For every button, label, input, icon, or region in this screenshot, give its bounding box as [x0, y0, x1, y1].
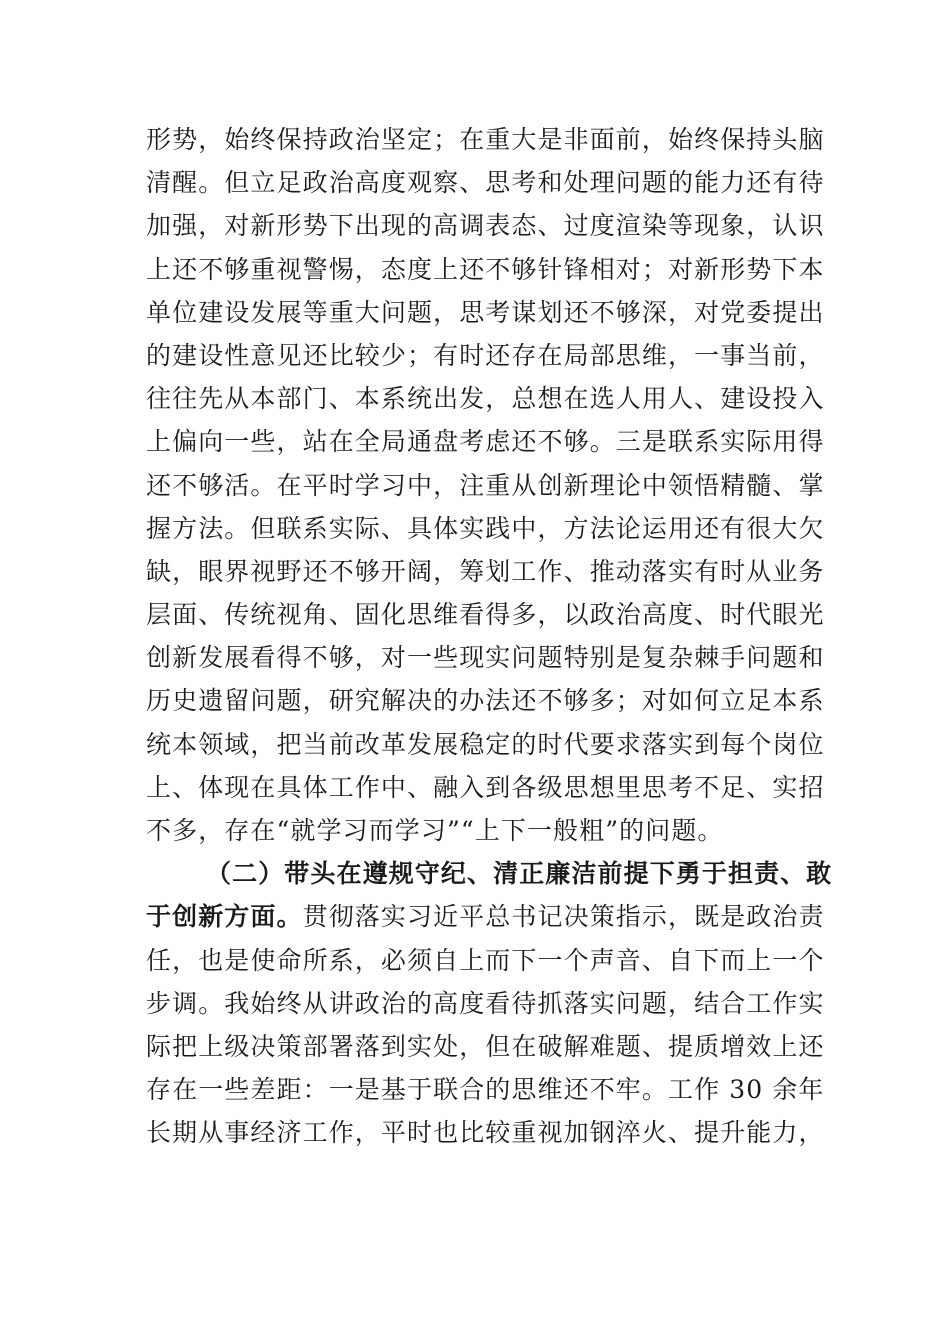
paragraph-line: 层面、传统视角、固化思维看得多，以政治高度、时代眼光 [146, 600, 825, 630]
section-line: 际把上级决策部署落到实处，但在破解难题、提质增效上还 [146, 1031, 825, 1061]
section-line: 任，也是使命所系，必须自上而下一个声音、自下而上一个 [146, 945, 825, 975]
section-heading-continuation [146, 895, 825, 938]
paragraph-line: 加强，对新形势下出现的高调表态、过度渲染等现象，认识 [146, 211, 825, 241]
paragraph-line: 统本领域，把当前改革发展稳定的时代要求落实到每个岗位 [146, 729, 825, 759]
paragraph-line: 创新发展看得不够，对一些现实问题特别是复杂棘手问题和 [146, 643, 825, 673]
paragraph-line: 上偏向一些，站在全局通盘考虑还不够。三是联系实际用得 [146, 427, 825, 457]
paragraph-line: 的建设性意见还比较少；有时还存在局部思维，一事当前， [146, 340, 825, 370]
section-line: 存在一些差距：一是基于联合的思维还不牢。工作 30 余年 [146, 1075, 825, 1105]
paragraph-line: 上、体现在具体工作中、融入到各级思想里思考不足、实招 [146, 772, 825, 802]
paragraph-line: 缺，眼界视野还不够开阔，筹划工作、推动落实有时从业务 [146, 556, 825, 586]
section-line: 步调。我始终从讲政治的高度看待抓落实问题，结合工作实 [146, 988, 825, 1018]
paragraph-line: 单位建设发展等重大问题，思考谋划还不够深，对党委提出 [146, 297, 825, 327]
body-text [146, 118, 833, 1155]
section-line: 长期从事经济工作，平时也比较重视加钢淬火、提升能力， [146, 1118, 825, 1148]
paragraph-line: 不多，存在“就学习而学习”“上下一般粗”的问题。 [146, 816, 724, 845]
section-heading-end: 于创新方面。 [146, 902, 303, 932]
paragraph-line: 上还不够重视警惕，态度上还不够针锋相对；对新形势下本 [146, 254, 825, 284]
paragraph-line: 清醒。但立足政治高度观察、思考和处理问题的能力还有待 [146, 168, 825, 198]
paragraph-line: 还不够活。在平时学习中，注重从创新理论中领悟精髓、掌 [146, 470, 825, 500]
section-heading: （二）带头在遵规守纪、清正廉洁前提下勇于担责、敢 [206, 859, 833, 889]
paragraph-line: 往往先从本部门、本系统出发，总想在选人用人、建设投入 [146, 384, 825, 414]
section-body-start: 贯彻落实习近平总书记决策指示，既是政治责 [302, 902, 825, 932]
paragraph-line: 历史遗留问题，研究解决的办法还不够多；对如何立足本系 [146, 686, 825, 716]
paragraph-line: 形势，始终保持政治坚定；在重大是非面前，始终保持头脑 [146, 125, 825, 154]
paragraph-line: 握方法。但联系实际、具体实践中，方法论运用还有很大欠 [146, 513, 825, 543]
